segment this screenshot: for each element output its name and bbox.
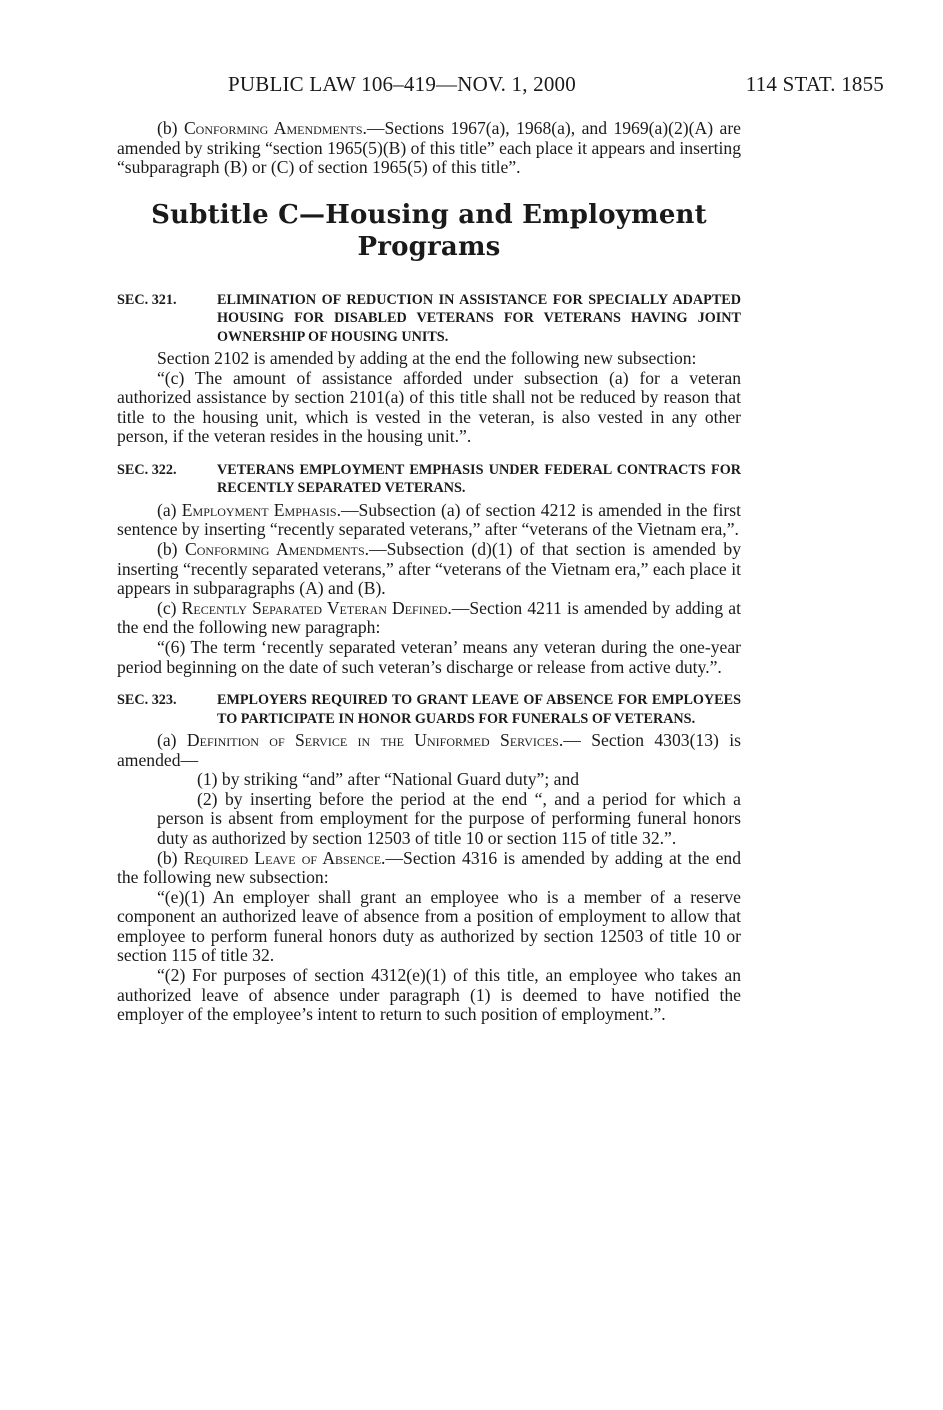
section-323-heading xyxy=(117,691,741,728)
section-322-quoted-paragraph: “(6) The term ‘recently separated veteran’ means any veteran during the one-year period beginning on the date of such veteran’s discharge or release from active duty.”. xyxy=(117,636,741,677)
law-citation: PUBLIC LAW 106–419—NOV. 1, 2000 xyxy=(228,72,576,96)
section-322-subsection-b: (b) Conforming Amendments.—Subsection (d)(1) of that section is amended by inserting “recently separated veterans,” after “veterans of the Vietnam era,” each place it appears in subparagraphs (A) and (B). xyxy=(117,538,742,599)
section-323-subsection-b: (b) Required Leave of Absence.—Section 4316 is amended by adding at the end the following new subsection: xyxy=(117,847,741,888)
section-caption: ELIMINATION OF REDUCTION IN ASSISTANCE FOR SPECIALLY ADAPTED HOUSING FOR DISABLED VETERANS FOR VETERANS HAVING JOINT OWNERSHIP OF HOUSING UNITS. xyxy=(217,291,741,345)
section-caption: EMPLOYERS REQUIRED TO GRANT LEAVE OF ABSENCE FOR EMPLOYEES TO PARTICIPATE IN HONOR GUARDS FOR FUNERALS OF VETERANS. xyxy=(217,692,741,727)
statute-page-number: 114 STAT. 1855 xyxy=(745,72,884,96)
document-body xyxy=(117,119,741,1025)
section-321-heading xyxy=(117,291,741,346)
section-323-subsection-a: (a) Definition of Service in the Uniformed Services.— Section 4303(13) is amended— xyxy=(117,729,741,770)
section-323-quoted-e2: “(2) For purposes of section 4312(e)(1) of this title, an employee who takes an authorized leave of absence under paragraph (1) is deemed to have notified the employer of the employee’s intent to return to such position of employment.”. xyxy=(117,965,741,1025)
section-321-text: Section 2102 is amended by adding at the end the following new subsection: xyxy=(157,348,697,368)
section-323-item-1: (1) by striking “and” after “National Guard duty”; and xyxy=(197,769,580,790)
section-322-heading xyxy=(117,461,741,498)
paragraph-heading: Recently Separated Veteran Defined xyxy=(181,597,448,618)
section-323-item-2: (2) by inserting before the period at the end “, and a period for which a person is absent from employment for the purpose of performing funeral honors duty as authorized by section 12503 of title 10 or section 115 of title 32.”. xyxy=(157,788,741,848)
section-caption: VETERANS EMPLOYMENT EMPHASIS UNDER FEDERAL CONTRACTS FOR RECENTLY SEPARATED VETERANS. xyxy=(217,461,741,497)
section-322-subsection-c: (c) Recently Separated Veteran Defined.—Section 4211 is amended by adding at the end the following new paragraph: xyxy=(117,597,741,638)
section-number: SEC. 322. xyxy=(117,461,177,478)
paragraph-heading: Required Leave of Absence xyxy=(183,847,382,868)
running-header xyxy=(228,72,884,102)
section-321-quoted-subsection: “(c) The amount of assistance afforded under subsection (a) for a veteran authorized assistance by section 2101(a) of this title shall not be reduced by reason that title to the housing unit, which is vested in the veteran, is also vested in any other person, if the veteran resides in the housing unit.”. xyxy=(117,367,741,447)
conforming-amendments-paragraph: (b) Conforming Amendments.—Sections 1967(a), 1968(a), and 1969(a)(2)(A) are amended by striking “section 1965(5)(B) of this title” each place it appears and inserting “subparagraph (B) or (C) of section 1965(5) of this title”. xyxy=(117,118,741,178)
section-323-quoted-e1: “(e)(1) An employer shall grant an employee who is a member of a reserve component an authorized leave of absence from a position of employment to allow that employee to perform funeral honors duty as authorized by section 12503 of title 10 or section 115 of title 32. xyxy=(117,886,741,966)
section-number: SEC. 321. xyxy=(117,291,177,308)
section-number: SEC. 323. xyxy=(117,692,177,709)
section-322-subsection-a: (a) Employment Emphasis.—Subsection (a) of section 4212 is amended in the first sentence by inserting “recently separated veterans,” after “veterans of the Vietnam era,”. xyxy=(117,499,741,540)
subtitle-heading: Subtitle C—Housing and Employment Programs xyxy=(151,199,707,262)
paragraph-heading: Definition of Service in the Uniformed Services xyxy=(186,729,559,750)
paragraph-heading: Conforming Amendments xyxy=(185,538,365,559)
paragraph-heading: Employment Emphasis xyxy=(181,499,337,520)
paragraph-heading: Conforming Amendments xyxy=(183,118,363,138)
